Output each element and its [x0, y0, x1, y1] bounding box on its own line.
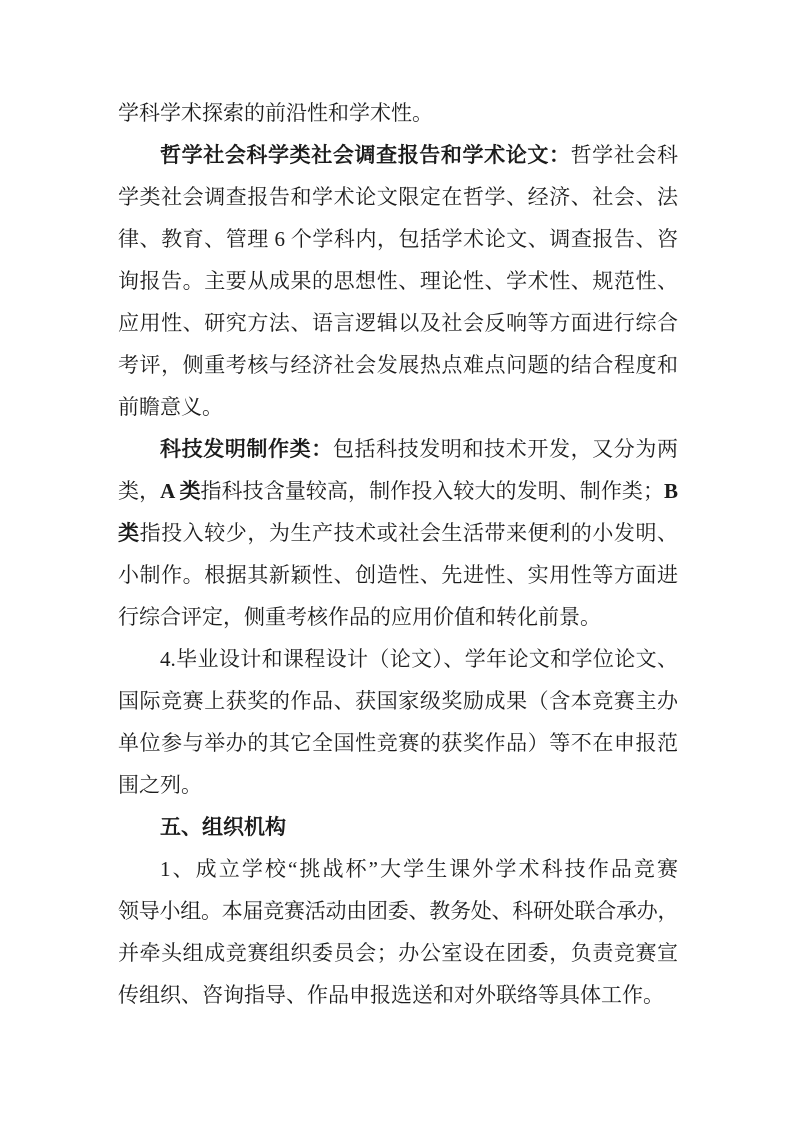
text-line	[118, 92, 678, 134]
text-run: 并牵头组成竞赛组织委员会；办公室设在团委，负责竞赛宣	[118, 941, 678, 965]
bold-text-run: 五、组织机构	[160, 815, 286, 839]
text-run: 考评，侧重考核与经济社会发展热点难点问题的结合程度和	[118, 353, 678, 377]
bold-text-run: 科技发明制作类：	[160, 437, 333, 461]
text-line	[118, 134, 678, 176]
text-line	[118, 806, 678, 848]
text-line	[118, 848, 678, 890]
bold-text-run: A 类	[160, 479, 201, 503]
text-line	[118, 680, 678, 722]
text-line	[118, 428, 678, 470]
text-run: 应用性、研究方法、语言逻辑以及社会反响等方面进行综合	[118, 311, 678, 335]
text-run: 小制作。根据其新颖性、创造性、先进性、实用性等方面进	[118, 563, 678, 587]
text-run: 单位参与举办的其它全国性竞赛的获奖作品）等不在申报范	[118, 731, 678, 755]
text-line	[118, 638, 678, 680]
text-line	[118, 176, 678, 218]
bold-text-run: 类	[118, 521, 140, 545]
text-run: 国际竞赛上获奖的作品、获国家级奖励成果（含本竞赛主办	[118, 689, 678, 713]
text-line	[118, 512, 678, 554]
document-text-block	[118, 92, 678, 1016]
text-run: 4.毕业设计和课程设计（论文）、学年论文和学位论文、	[160, 647, 678, 671]
text-run: 律、教育、管理 6 个学科内，包括学术论文、调查报告、咨	[118, 227, 678, 251]
text-run: 传组织、咨询指导、作品申报选送和对外联络等具体工作。	[118, 983, 664, 1007]
text-run: 前瞻意义。	[118, 395, 223, 419]
text-line	[118, 596, 678, 638]
text-run: 学科学术探索的前沿性和学术性。	[118, 101, 433, 125]
text-run: 行综合评定，侧重考核作品的应用价值和转化前景。	[118, 605, 601, 629]
text-line	[118, 722, 678, 764]
text-line	[118, 554, 678, 596]
bold-text-run: B	[664, 479, 679, 503]
text-line	[118, 302, 678, 344]
text-line	[118, 470, 678, 512]
bold-text-run: 哲学社会科学类社会调查报告和学术论文：	[160, 143, 571, 167]
text-line	[118, 890, 678, 932]
text-run: 围之列。	[118, 773, 202, 797]
text-run: 包括科技发明和技术开发，又分为两	[332, 437, 679, 461]
text-run: 类，	[118, 479, 161, 503]
text-line	[118, 344, 678, 386]
text-run: 询报告。主要从成果的思想性、理论性、学术性、规范性、	[118, 269, 678, 293]
text-line	[118, 974, 678, 1016]
text-line	[118, 218, 678, 260]
text-run: 指投入较少，为生产技术或社会生活带来便利的小发明、	[139, 521, 679, 545]
text-line	[118, 932, 678, 974]
text-run: 指科技含量较高，制作投入较大的发明、制作类；	[200, 479, 664, 503]
text-line	[118, 260, 678, 302]
text-line	[118, 386, 678, 428]
text-run: 学类社会调查报告和学术论文限定在哲学、经济、社会、法	[118, 185, 678, 209]
text-run: 1、成立学校“挑战杯”大学生课外学术科技作品竞赛	[160, 857, 678, 881]
text-line	[118, 764, 678, 806]
text-run: 哲学社会科	[570, 143, 679, 167]
text-run: 领导小组。本届竞赛活动由团委、教务处、科研处联合承办，	[118, 899, 678, 923]
